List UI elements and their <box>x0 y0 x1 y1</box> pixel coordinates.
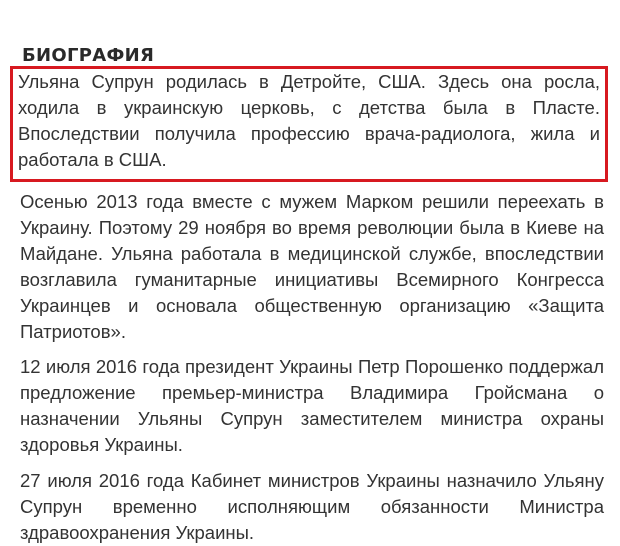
highlighted-paragraph-box <box>10 66 608 182</box>
section-title: БИОГРАФИЯ <box>22 44 155 66</box>
paragraph-1: Ульяна Супрун родилась в Детройте, США. Здесь она росла, ходила в украинскую церковь, с детства была в Пласте. Впоследствии получила профессию врача-радиолога, жила и работала в США. <box>18 71 600 170</box>
paragraph-3: 12 июля 2016 года президент Украины Петр Порошенко поддержал предложение премьер-министра Владимира Гройсмана о назначении Ульяны Супрун заместителем министра охраны здоровья Украины. <box>20 356 604 455</box>
paragraph-2: Осенью 2013 года вместе с мужем Марком решили переехать в Украину. Поэтому 29 ноября во время революции была в Киеве на Майдане. Ульяна работала в медицинской службе, впоследствии возглавила гуманитарные инициативы Всемирного Конгресса Украинцев и основала общественную организацию «Защита Патриотов». <box>20 191 604 342</box>
biography-content <box>20 66 604 546</box>
paragraph-4: 27 июля 2016 года Кабинет министров Украины назначило Ульяну Супрун временно исполняющим обязанности Министра здравоохранения Украины. <box>20 470 604 543</box>
